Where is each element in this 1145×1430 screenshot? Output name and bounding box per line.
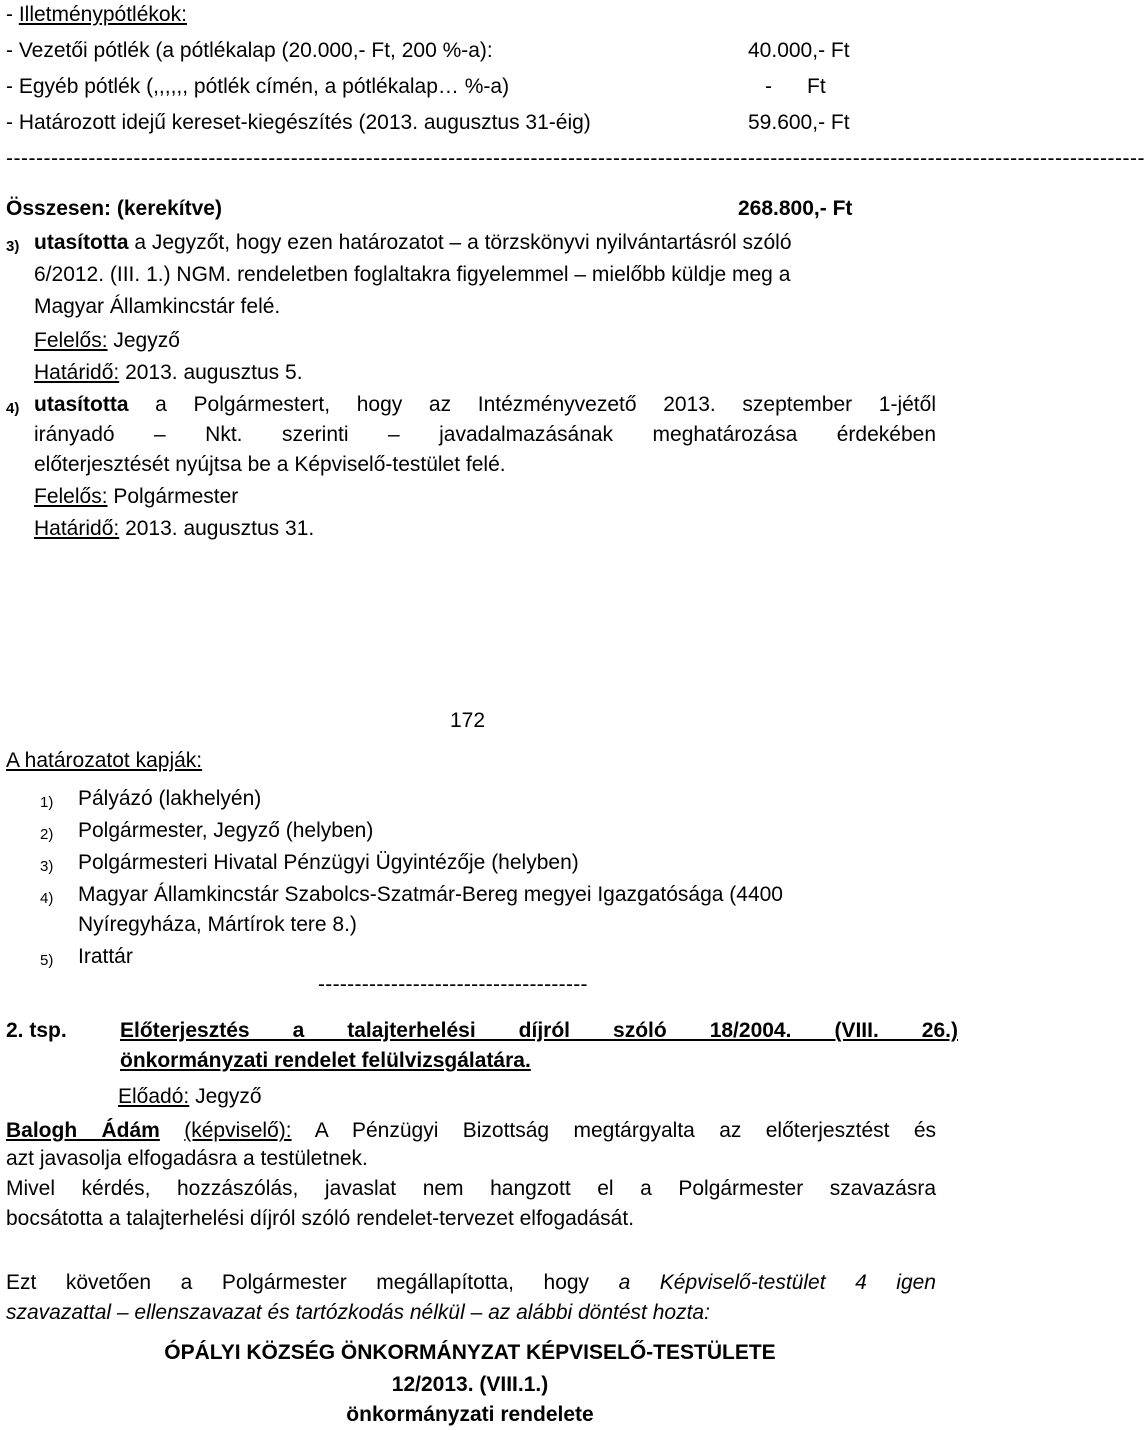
discussion-p2-line2: bocsátotta a talajterhelési díjról szóló rendelet-tervezet elfogadását. [6,1207,635,1230]
salary-separator: -------------------------------------------------------------------------------------------------------------------------------------------------------- [6,147,1145,170]
item3-hatarido: Határidő: 2013. augusztus 5. [34,361,303,384]
discussion-p3-line2: szavazattal – ellenszavazat és tartózkodás nélkül – az alábbi döntést hozta: [6,1301,710,1324]
recipient-number: 5) [40,952,54,969]
item-number: 4) [6,400,20,417]
item3-felelos: Felelős: Jegyző [34,329,180,352]
discussion-p3-line1: Ezt követően a Polgármester megállapította, hogy a Képviselő-testület 4 igen [6,1271,936,1294]
recipient-item: Pályázó (lakhelyén) [78,787,262,810]
item4-hatarido: Határidő: 2013. augusztus 31. [34,517,315,540]
item4-felelos: Felelős: Polgármester [34,485,239,508]
total-label: Összesen: (kerekítve) [6,197,222,220]
agenda-title-line2: önkormányzati rendelet felülvizsgálatára. [120,1049,531,1072]
salary-row-label: - Vezetői pótlék (a pótlékalap (20.000,- Ft, 200 %-a): [6,39,493,62]
salary-header: - Illetménypótlékok: [6,3,187,26]
recipient-item: Polgármesteri Hivatal Pénzügyi Ügyintézője (helyben) [78,851,579,874]
decision-type: önkormányzati rendelete [346,1403,594,1426]
agenda-number: 2. tsp. [6,1019,67,1042]
salary-row-label: - Egyéb pótlék (,,,,,, pótlék címén, a pótlékalap… %-a) [6,75,510,98]
discussion-p1-line2: azt javasolja elfogadásra a testületnek. [6,1147,368,1170]
salary-row-amount: - Ft [765,75,826,98]
recipient-number: 4) [40,890,54,907]
recipient-number: 3) [40,858,54,875]
discussion-p2-line1: Mivel kérdés, hozzászólás, javaslat nem hangzott el a Polgármester szavazásra [6,1177,936,1200]
salary-row-label: - Határozott idejű kereset-kiegészítés (2013. augusztus 31-éig) [6,111,591,134]
item4-line2: irányadó – Nkt. szerinti – javadalmazásának meghatározása érdekében [34,423,936,446]
recipient-item-cont: Nyíregyháza, Mártírok tere 8.) [78,913,357,936]
decision-number: 12/2013. (VIII.1.) [391,1373,549,1396]
item-number: 3) [6,238,20,255]
recipients-heading: A határozatot kapják: [6,749,203,772]
agenda-presenter: Előadó: Jegyző [118,1085,262,1108]
recipients-separator: ------------------------------------- [318,973,588,996]
item4-line1: utasította a Polgármestert, hogy az Intézményvezető 2013. szeptember 1-jétől [34,393,936,416]
salary-row-amount: 40.000,- Ft [748,39,850,62]
recipient-item: Polgármester, Jegyző (helyben) [78,819,374,842]
item3-line2: 6/2012. (III. 1.) NGM. rendeletben foglaltakra figyelemmel – mielőbb küldje meg a [34,263,791,286]
recipient-number: 1) [40,794,54,811]
discussion-p1-line1: Balogh Ádám (képviselő): A Pénzügyi Bizottság megtárgyalta az előterjesztést és [6,1119,936,1142]
salary-row-amount: 59.600,- Ft [748,111,850,134]
recipient-number: 2) [40,826,54,843]
item3-line3: Magyar Államkincstár felé. [34,295,281,318]
item3-line1: utasította a Jegyzőt, hogy ezen határozatot – a törzskönyvi nyilvántartásról szóló [34,231,792,254]
total-amount: 268.800,- Ft [738,197,853,220]
decision-body: ÓPÁLYI KÖZSÉG ÖNKORMÁNYZAT KÉPVISELŐ-TESTÜLETE [164,1341,776,1364]
page-number: 172 [450,709,486,732]
recipient-item: Irattár [78,945,133,968]
item4-line3: előterjesztését nyújtsa be a Képviselő-testület felé. [34,453,506,476]
recipient-item: Magyar Államkincstár Szabolcs-Szatmár-Bereg megyei Igazgatósága (4400 [78,883,783,906]
agenda-title-line1: Előterjesztés a talajterhelési díjról szóló 18/2004. (VIII. 26.) [120,1019,958,1042]
